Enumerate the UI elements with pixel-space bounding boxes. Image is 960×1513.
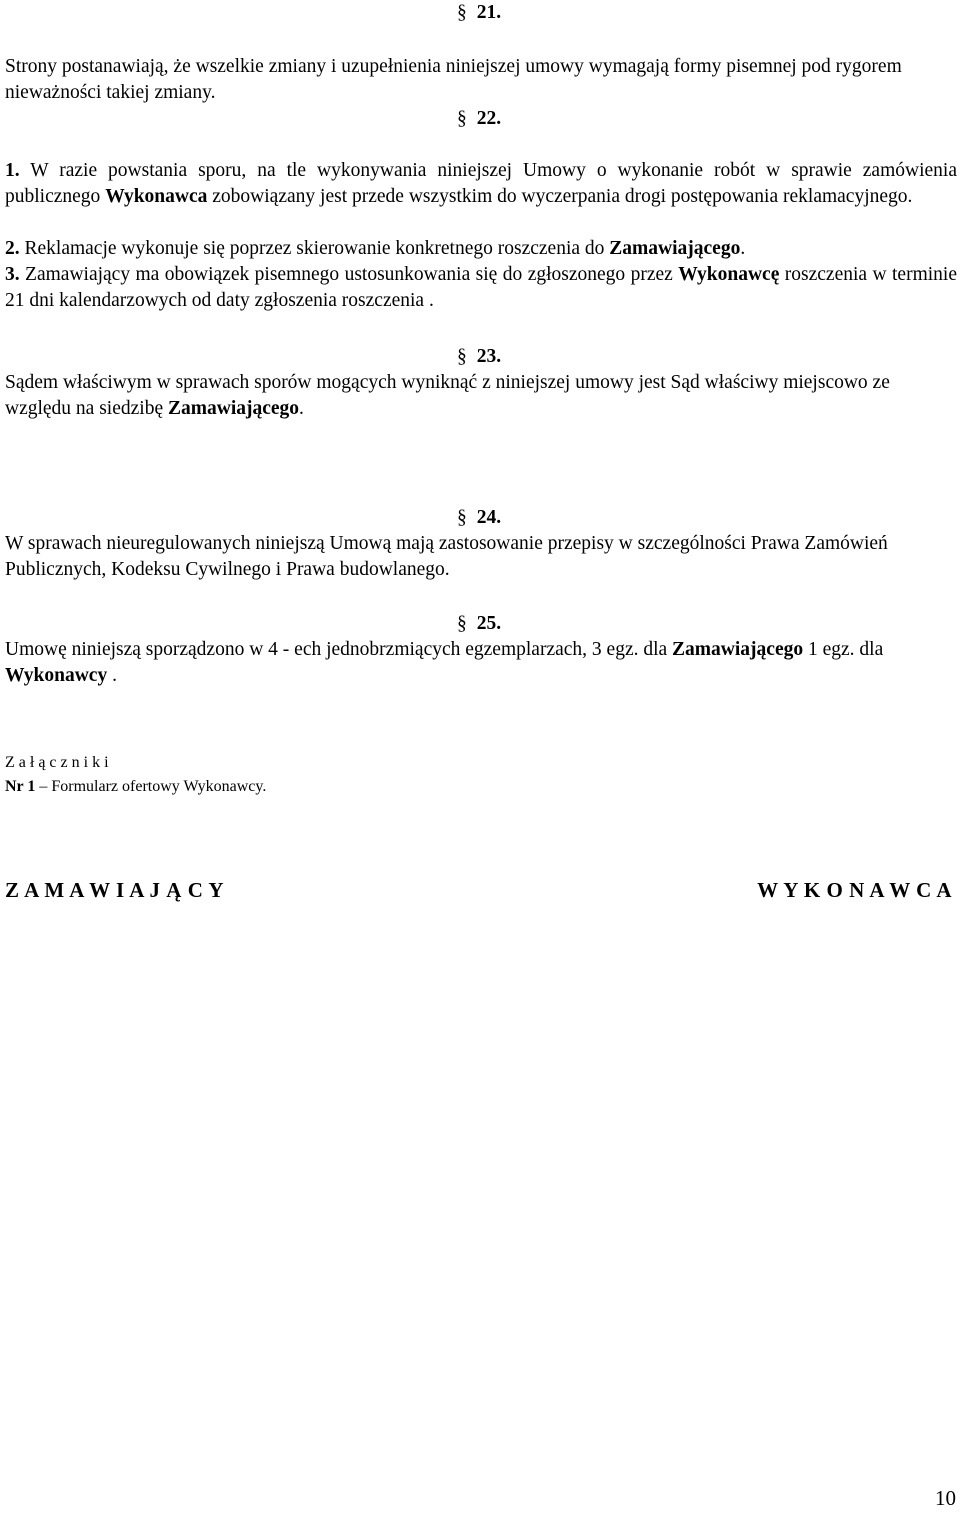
signature-contractor: W Y K O N A W C A	[757, 878, 952, 902]
item-text: W razie powstania sporu, na tle wykonywania niniejszej Umowy o wykonanie robót w sprawie zamówienia publicznego	[5, 160, 957, 207]
item-text: zobowiązany jest przede wszystkim do wyczerpania drogi postępowania reklamacyjnego.	[207, 186, 913, 207]
section-symbol: §	[457, 346, 467, 367]
item-text: Reklamacje wykonuje się poprzez skierowanie konkretnego roszczenia do	[19, 238, 610, 259]
attachment-number: Nr 1	[5, 778, 36, 795]
item-number: 2.	[5, 238, 20, 259]
paragraph-22-item-3	[5, 262, 957, 314]
section-number: 22.	[476, 108, 502, 129]
paragraph-text: .	[299, 398, 304, 419]
item-text: .	[740, 238, 746, 259]
party-name: Wykonawcy	[5, 665, 108, 686]
section-symbol: §	[457, 2, 467, 23]
paragraph-24: W sprawach nieuregulowanych niniejszą Umową mają zastosowanie przepisy w szczególności Prawa Zamówień Publicznych, Kodeksu Cywilnego i Prawa budowlanego.	[5, 533, 888, 580]
party-name: Zamawiającego	[672, 639, 804, 660]
section-symbol: §	[457, 507, 467, 528]
section-heading-21	[0, 0, 501, 26]
party-name: Zamawiającego	[167, 398, 300, 419]
item-text: Zamawiający ma obowiązek pisemnego ustosunkowania się do zgłoszonego przez	[19, 264, 679, 285]
paragraph-text: .	[107, 665, 117, 686]
paragraph-text: Umowę niniejszą sporządzono w 4 - ech jednobrzmiących egzemplarzach, 3 egz. dla	[5, 639, 673, 660]
attachment-text: – Formularz ofertowy Wykonawcy.	[35, 778, 267, 795]
paragraph-23	[5, 370, 957, 422]
section-symbol: §	[457, 613, 467, 634]
section-number: 24.	[476, 507, 502, 528]
section-number: 21.	[476, 2, 502, 23]
party-name: Wykonawca	[105, 186, 208, 207]
section-number: 23.	[476, 346, 502, 367]
party-name: Wykonawcę	[678, 264, 780, 285]
section-heading-24	[0, 505, 501, 531]
page-number: 10	[935, 1486, 956, 1510]
paragraph-21: Strony postanawiają, że wszelkie zmiany i uzupełnienia niniejszej umowy wymagają formy pisemnej pod rygorem nieważności takiej zmiany.	[5, 56, 902, 103]
item-text: roszczenia w terminie 21 dni kalendarzowych od daty zgłoszenia roszczenia .	[5, 264, 957, 311]
party-name: Zamawiającego	[609, 238, 741, 259]
attachment-item	[5, 776, 957, 798]
paragraph-text: Sądem właściwym w sprawach sporów mogących wyniknąć z niniejszej umowy jest Sąd właściwy miejscowo ze względu na siedzibę	[5, 372, 890, 419]
paragraph-25	[5, 637, 957, 689]
section-symbol: §	[457, 108, 467, 129]
attachments-heading: Z a ł ą c z n i k i	[5, 754, 109, 771]
paragraph-22-item-2	[5, 236, 957, 262]
paragraph-22-item-1	[5, 158, 957, 210]
section-heading-23	[0, 344, 501, 370]
section-heading-25	[0, 611, 501, 637]
section-heading-22	[0, 106, 501, 132]
item-number: 3.	[5, 264, 20, 285]
signature-contracting-authority: Z A M A W I A J Ą C Y	[5, 878, 225, 902]
item-number: 1.	[5, 160, 20, 181]
paragraph-text: 1 egz. dla	[803, 639, 884, 660]
section-number: 25.	[476, 613, 502, 634]
